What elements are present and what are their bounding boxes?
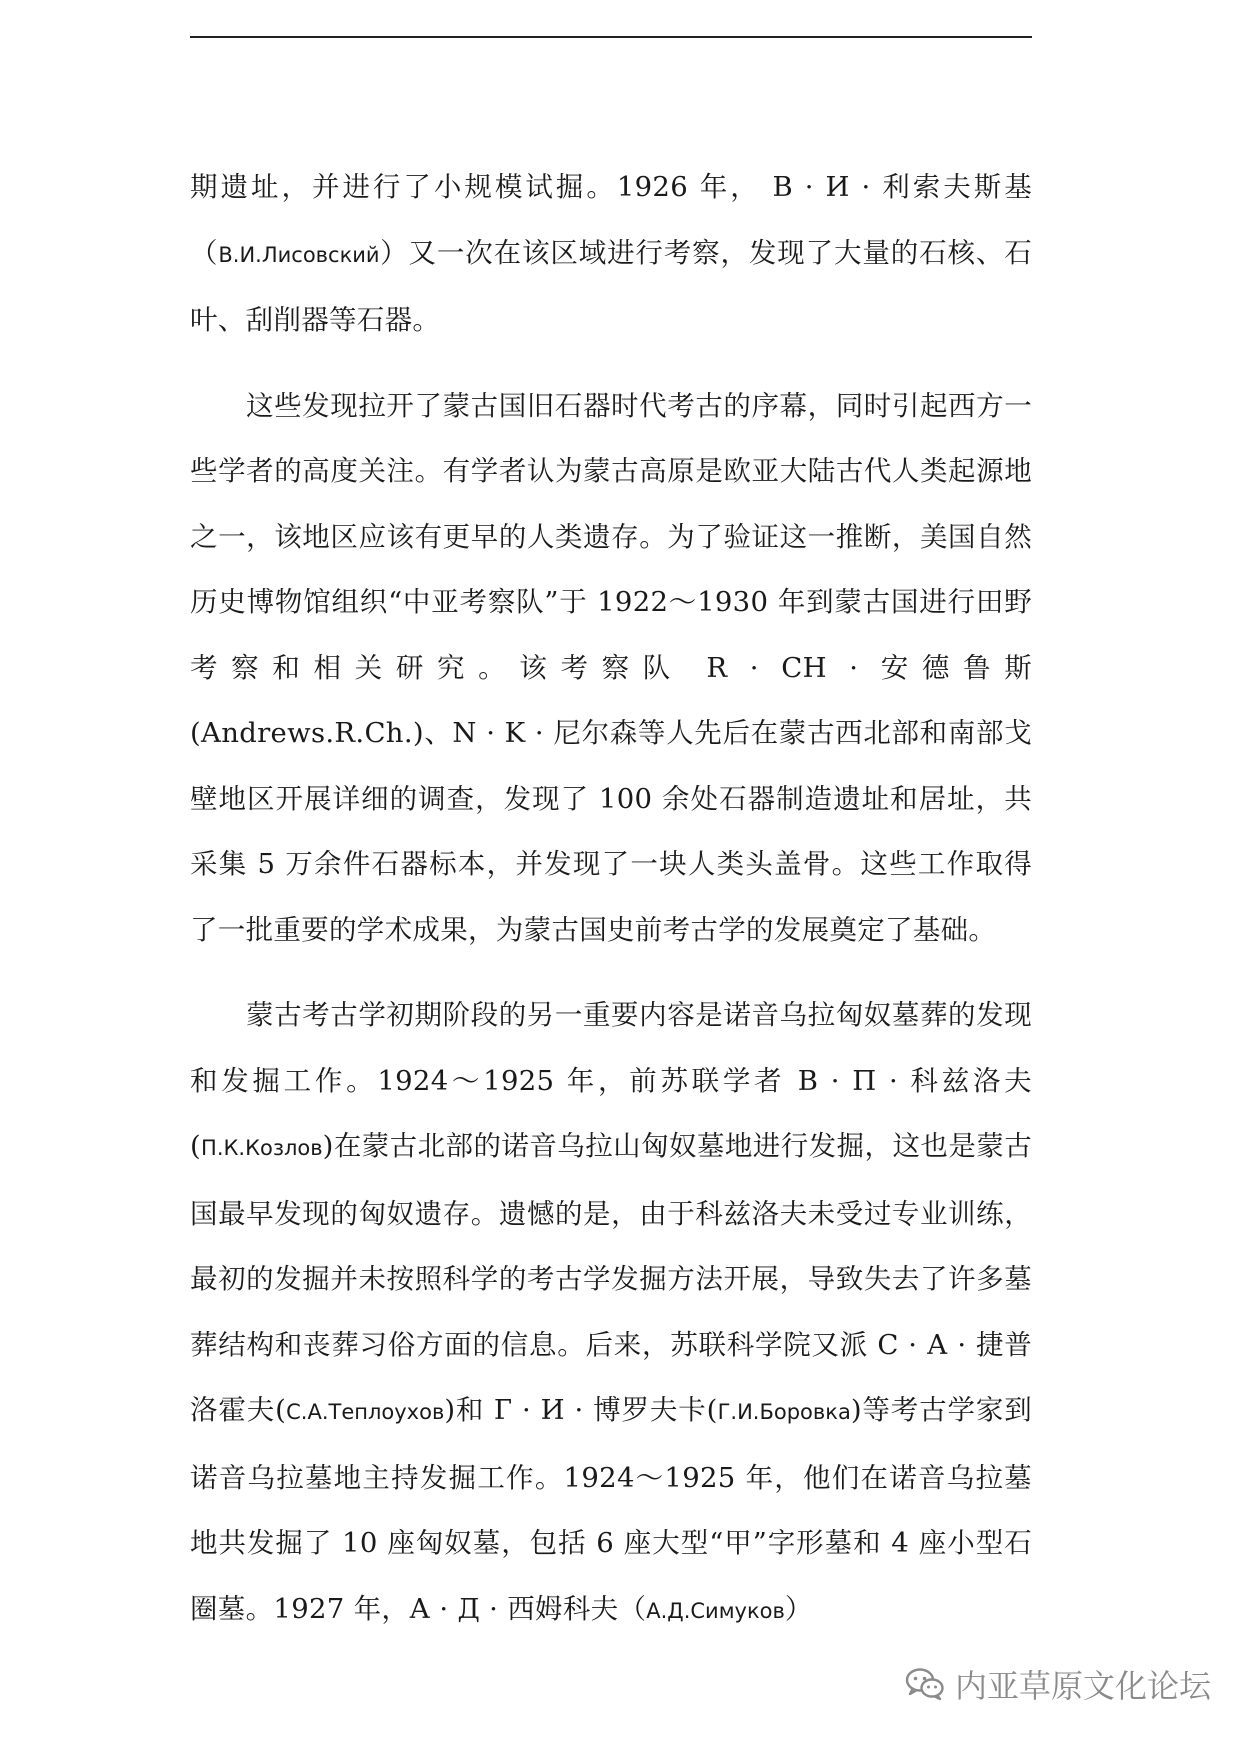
text-segment: 期遗址，并进行了小规模试掘。1926 年， В · И · 利索夫斯基（ <box>190 171 1032 269</box>
text-segment: ） <box>784 1592 813 1625</box>
text-segment: ）又一次在该区域进行考察，发现了大量的石核、石叶、刮削器等石器。 <box>190 236 1032 336</box>
header-rule <box>190 36 1032 38</box>
russian-name: В.И.Лисовский <box>218 242 380 267</box>
russian-name: Г.И.Боровка <box>717 1400 851 1424</box>
russian-name: П.К.Козлов <box>201 1136 323 1160</box>
text-segment: )等考古学家到诺音乌拉墓地主持发掘工作。1924～1925 年，他们在诺音乌拉墓地共发掘了 10 座匈奴墓，包括 6 座大型“甲”字形墓和 4 座小型石圈墓。1927 年，А · Д · 西姆科夫（ <box>190 1394 1032 1625</box>
text-segment: )在蒙古北部的诺音乌拉山匈奴墓地进行发掘，这也是蒙古国最早发现的匈奴遗存。遗憾的是，由于科兹洛夫未受过专业训练，最初的发掘并未按照科学的考古学发掘方法开展，导致失去了许多墓葬结构和丧葬习俗方面的信息。后来，苏联科学院又派 С · А · 捷普洛霍夫( <box>190 1130 1032 1426</box>
watermark-text: 内亚草原文化论坛 <box>954 1667 1211 1705</box>
text-segment: 蒙古考古学初期阶段的另一重要内容是诺音乌拉匈奴墓葬的发现和发掘工作。1924～1925 年，前苏联学者 В · П · 科兹洛夫 ( <box>190 999 1032 1162</box>
paragraph-3 <box>190 983 1032 1644</box>
russian-name: С.А.Теплоухов <box>286 1400 445 1424</box>
text-segment: )和 Г · И · 博罗夫卡( <box>444 1394 718 1426</box>
russian-name: А.Д.Симуков <box>646 1598 785 1623</box>
text-segment: 这些发现拉开了蒙古国旧石器时代考古的序幕，同时引起西方一些学者的高度关注。有学者认为蒙古高原是欧亚大陆古代人类起源地之一，该地区应该有更早的人类遗存。为了验证这一推断，美国自然历史博物馆组织“中亚考察队”于 1922～1930 年到蒙古国进行田野考察和相关研究。该考察队 R · CH · 安德鲁斯 (Andrews.R.Ch.)、N · K · 尼尔森等人先后在蒙古西北部和南部戈壁地区开展详细的调查，发现了 100 余处石器制造遗址和居址，共采集 5 万余件石器标本，并发现了一块人类头盖骨。这些工作取得了一批重要的学术成果，为蒙古国史前考古学的发展奠定了基础。 <box>190 389 1032 946</box>
watermark <box>905 1654 1211 1714</box>
paragraph-1 <box>190 155 1032 354</box>
paragraph-2 <box>190 374 1032 964</box>
page-body <box>190 155 1032 1664</box>
wechat-icon <box>905 1667 945 1701</box>
